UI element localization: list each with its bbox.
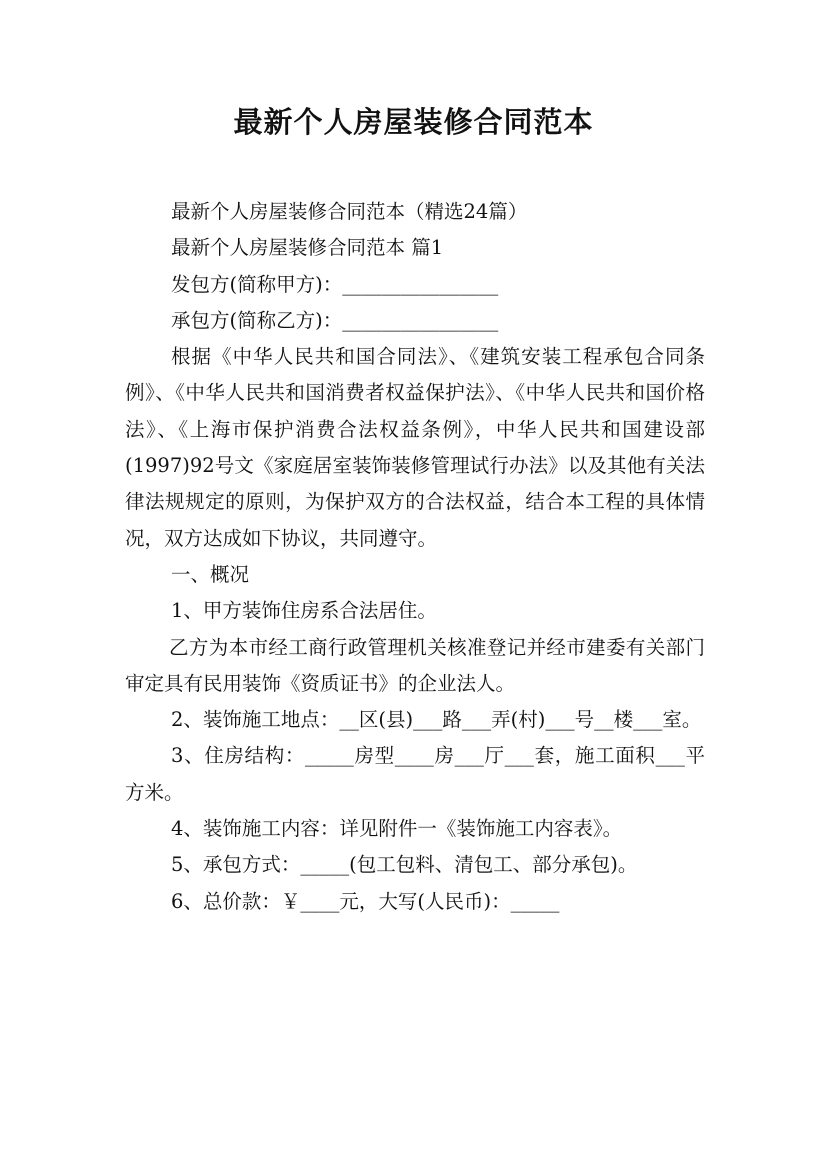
document-body	[125, 194, 705, 920]
section-heading-overview: 一、概况	[171, 562, 250, 586]
clause-6: 6、总价款：￥____元，大写(人民币)：_____	[171, 889, 560, 913]
clause-1: 1、甲方装饰住房系合法居住。	[171, 599, 437, 623]
clause-1-continued: 乙方为本市经工商行政管理机关核准登记并经市建委有关部门审定具有民用装饰《资质证书》的企业法人。	[125, 635, 705, 695]
paragraph-legal-basis: 根据《中华人民共和国合同法》、《建筑安装工程承包合同条例》、《中华人民共和国消费者权益保护法》、《中华人民共和国价格法》、《上海市保护消费合法权益条例》，中华人民共和国建设部(1997)92号文《家庭居室装饰装修管理试行办法》以及其他有关法律法规规定的原则，为保护双方的合法权益，结合本工程的具体情况，双方达成如下协议，共同遵守。	[125, 345, 705, 550]
document-title: 最新个人房屋装修合同范本	[233, 105, 594, 139]
paragraph-article-heading: 最新个人房屋装修合同范本 篇1	[171, 236, 444, 260]
paragraph-subtitle: 最新个人房屋装修合同范本（精选24篇）	[171, 200, 528, 223]
paragraph-party-b: 承包方(简称乙方)：________________	[171, 308, 499, 332]
clause-5: 5、承包方式：_____(包工包料、清包工、部分承包)。	[171, 853, 638, 877]
clause-2: 2、装饰施工地点：__区(县)___路___弄(村)___号__楼___室。	[171, 708, 702, 732]
clause-3: 3、住房结构：_____房型____房___厅___套，施工面积___平方米。	[125, 744, 705, 804]
paragraph-party-a: 发包方(简称甲方)：________________	[171, 272, 499, 296]
clause-4: 4、装饰施工内容：详见附件一《装饰施工内容表》。	[171, 817, 623, 841]
